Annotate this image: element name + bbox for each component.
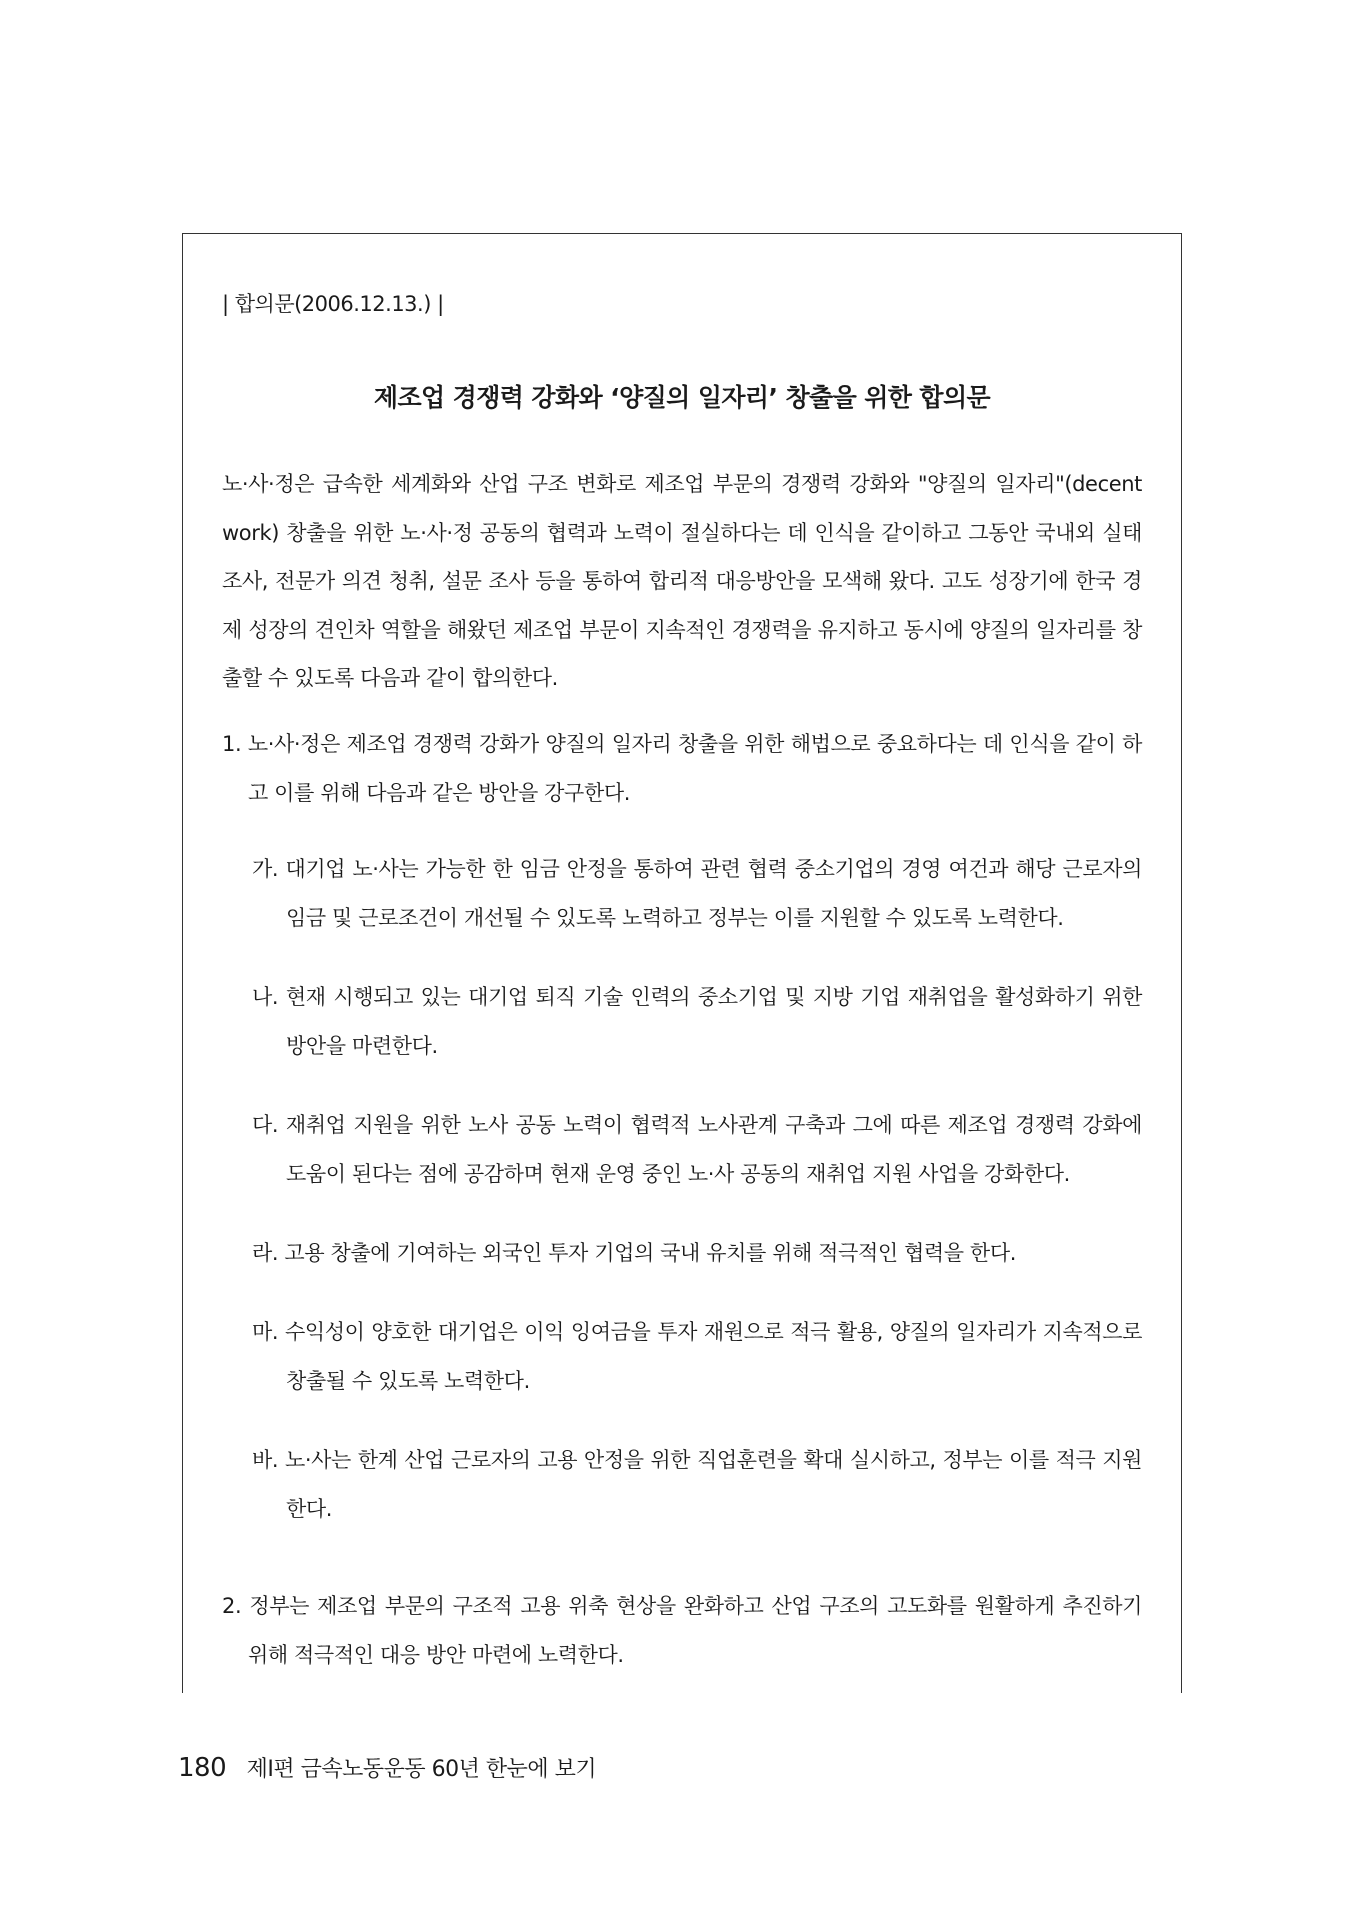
subitem-ma: 마. 수익성이 양호한 대기업은 이익 잉여금을 투자 재원으로 적극 활용, 양질의 일자리가 지속적으로 창출될 수 있도록 노력한다. [252,1320,1142,1393]
subitem-da: 다. 재취업 지원을 위한 노사 공동 노력이 협력적 노사관계 구축과 그에 따른 제조업 경쟁력 강화에 도움이 된다는 점에 공감하며 현재 운영 중인 노·사 공동의 재취업 지원 사업을 강화한다. [252,1113,1142,1186]
item-2: 2. 정부는 제조업 부문의 구조적 고용 위축 현상을 완화하고 산업 구조의 고도화를 원활하게 추진하기 위해 적극적인 대응 방안 마련에 노력한다. [222,1594,1142,1667]
document-title: 제조업 경쟁력 강화와 ‘양질의 일자리’ 창출을 위한 합의문 [373,383,991,412]
item-1: 1. 노·사·정은 제조업 경쟁력 강화가 양질의 일자리 창출을 위한 해법으로 중요하다는 데 인식을 같이 하고 이를 위해 다음과 같은 방안을 강구한다. [222,732,1142,805]
subitem-na: 나. 현재 시행되고 있는 대기업 퇴직 기술 인력의 중소기업 및 지방 기업 재취업을 활성화하기 위한 방안을 마련한다. [252,985,1142,1058]
intro-paragraph: 노·사·정은 급속한 세계화와 산업 구조 변화로 제조업 부문의 경쟁력 강화와 "양질의 일자리"(decent work) 창출을 위한 노·사·정 공동의 협력과 노력이 절실하다는 데 인식을 같이하고 그동안 국내외 실태 조사, 전문가 의견 청취, 설문 조사 등을 통하여 합리적 대응방안을 모색해 왔다. 고도 성장기에 한국 경제 성장의 견인차 역할을 해왔던 제조업 부문이 지속적인 경쟁력을 유지하고 동시에 양질의 일자리를 창출할 수 있도록 다음과 같이 합의한다. [222,472,1142,690]
subitem-ra: 라. 고용 창출에 기여하는 외국인 투자 기업의 국내 유치를 위해 적극적인 협력을 한다. [252,1241,1016,1265]
section-title: 제Ⅰ편 금속노동운동 60년 한눈에 보기 [246,1757,597,1782]
page-number: 180 [178,1753,227,1783]
subitem-ba: 바. 노·사는 한계 산업 근로자의 고용 안정을 위한 직업훈련을 확대 실시하고, 정부는 이를 적극 지원한다. [252,1448,1142,1521]
subitem-ga: 가. 대기업 노·사는 가능한 한 임금 안정을 통하여 관련 협력 중소기업의 경영 여건과 해당 근로자의 임금 및 근로조건이 개선될 수 있도록 노력하고 정부는 이를 지원할 수 있도록 노력한다. [252,857,1142,930]
document-label: | 합의문(2006.12.13.) | [222,292,444,316]
page-footer [178,1752,596,1783]
